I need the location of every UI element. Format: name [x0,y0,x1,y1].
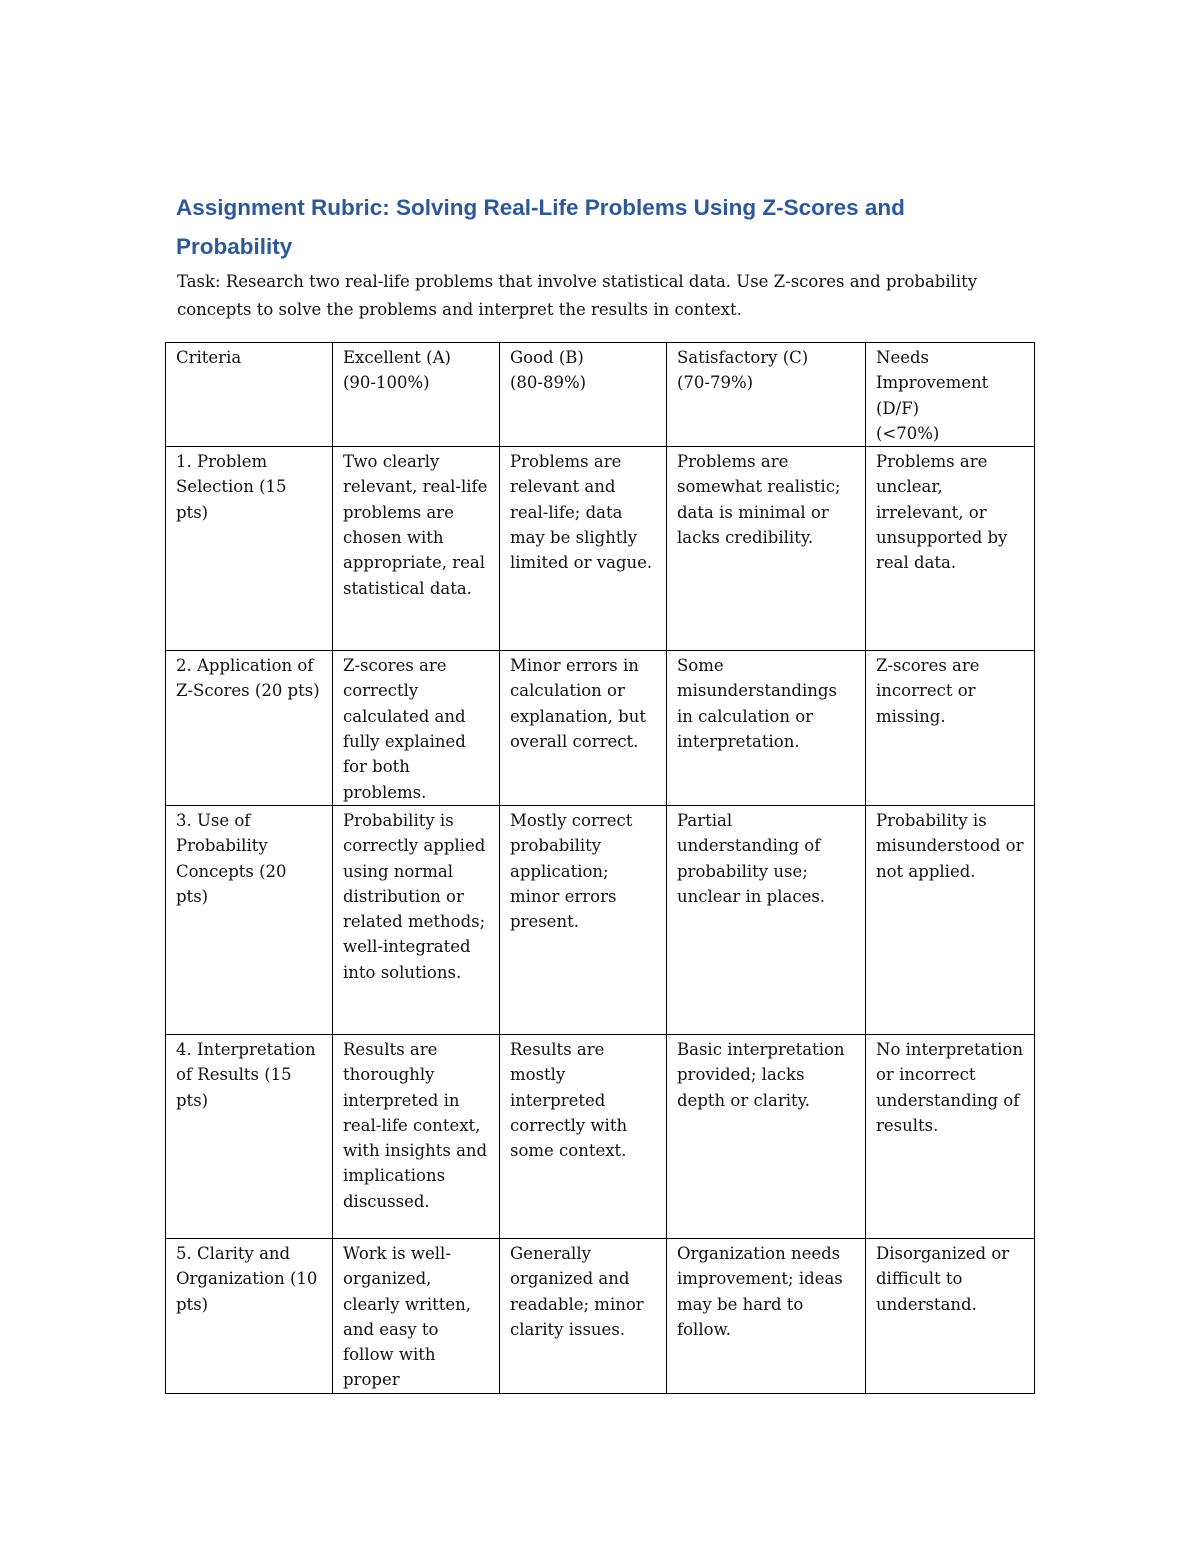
table-row [166,447,1035,651]
excellent-cell: Results are thoroughly interpreted in real-life context, with insights and implications discussed. [333,1034,500,1238]
header-range: (80-89%) [510,373,587,393]
needs-improvement-cell: Z-scores are incorrect or missing. [866,651,1035,806]
good-cell: Problems are relevant and real-life; data may be slightly limited or vague. [500,447,667,651]
needs-improvement-cell: Disorganized or difficult to understand. [866,1238,1035,1393]
header-range: (<70%) [876,423,940,443]
needs-improvement-cell: Probability is misunderstood or not applied. [866,805,1035,1034]
excellent-cell: Two clearly relevant, real-life problems are chosen with appropriate, real statistical data. [333,447,500,651]
satisfactory-cell: Basic interpretation provided; lacks depth or clarity. [667,1034,866,1238]
header-excellent [333,343,500,447]
header-range: (90-100%) [343,373,430,393]
criterion-cell: 5. Clarity and Organization (10 pts) [166,1238,333,1393]
good-cell: Mostly correct probability application; minor errors present. [500,805,667,1034]
header-label: Criteria [176,348,242,367]
table-row [166,1238,1035,1393]
satisfactory-cell: Some misunderstandings in calculation or interpretation. [667,651,866,806]
good-cell: Generally organized and readable; minor clarity issues. [500,1238,667,1393]
needs-improvement-cell: Problems are unclear, irrelevant, or unsupported by real data. [866,447,1035,651]
satisfactory-cell: Organization needs improvement; ideas may be hard to follow. [667,1238,866,1393]
satisfactory-cell: Problems are somewhat realistic; data is minimal or lacks credibility. [667,447,866,651]
header-range: (70-79%) [677,373,754,393]
needs-improvement-cell: No interpretation or incorrect understanding of results. [866,1034,1035,1238]
good-cell: Minor errors in calculation or explanation, but overall correct. [500,651,667,806]
excellent-cell: Probability is correctly applied using normal distribution or related methods; well-integrated into solutions. [333,805,500,1034]
good-cell: Results are mostly interpreted correctly with some context. [500,1034,667,1238]
table-row [166,805,1035,1034]
excellent-cell: Work is well-organized, clearly written, and easy to follow with proper [333,1238,500,1393]
document-title: Assignment Rubric: Solving Real-Life Problems Using Z-Scores and Probability [176,195,905,259]
criterion-cell: 2. Application of Z-Scores (20 pts) [166,651,333,806]
header-criteria [166,343,333,447]
table-header-row [166,343,1035,447]
table-row [166,651,1035,806]
header-label: Excellent (A) [343,348,451,367]
criterion-cell: 3. Use of Probability Concepts (20 pts) [166,805,333,1034]
criterion-cell: 4. Interpretation of Results (15 pts) [166,1034,333,1238]
excellent-cell: Z-scores are correctly calculated and fully explained for both problems. [333,651,500,806]
header-label: Needs Improvement (D/F) [876,348,989,418]
criterion-cell: 1. Problem Selection (15 pts) [166,447,333,651]
header-satisfactory [667,343,866,447]
satisfactory-cell: Partial understanding of probability use; unclear in places. [667,805,866,1034]
header-good [500,343,667,447]
header-label: Satisfactory (C) [677,348,809,367]
rubric-table [165,342,1035,1394]
task-description: Task: Research two real-life problems that involve statistical data. Use Z-scores and probability concepts to solve the problems and interpret the results in context. [177,272,978,319]
table-row [166,1034,1035,1238]
header-needs-improvement [866,343,1035,447]
header-label: Good (B) [510,348,584,367]
